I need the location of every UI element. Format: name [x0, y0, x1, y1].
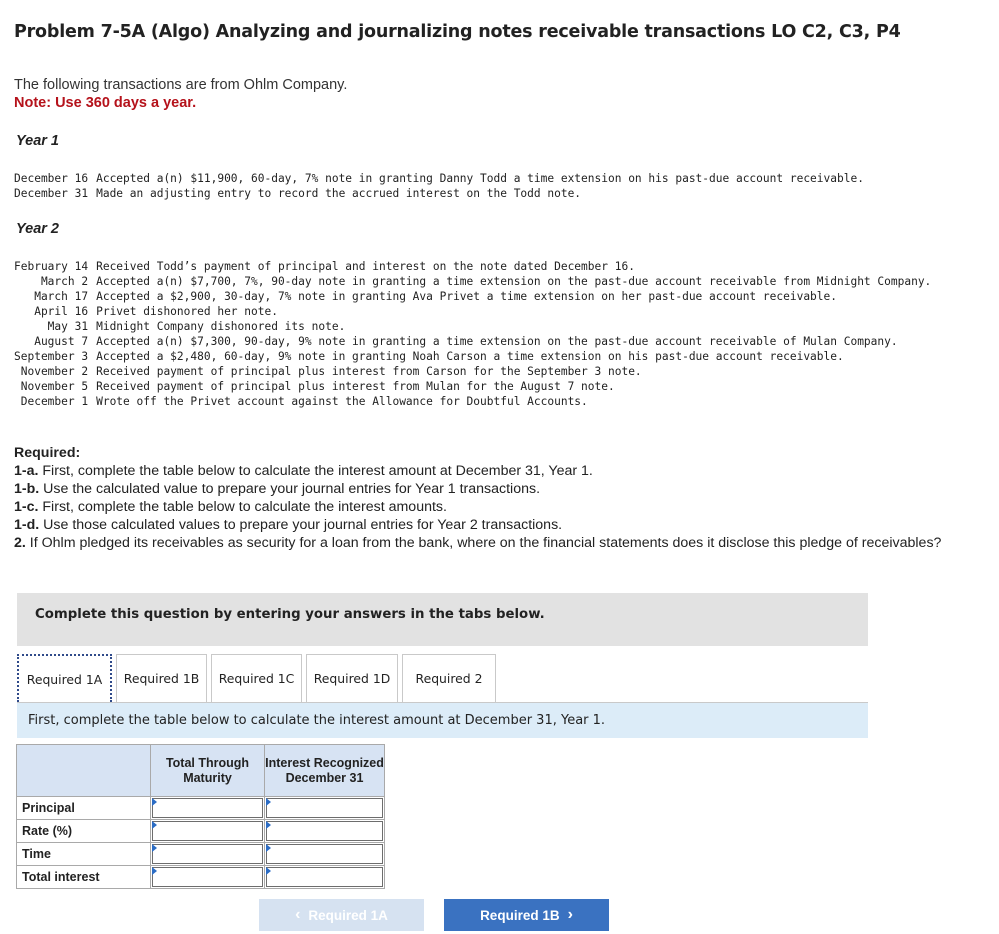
- transaction-date: May 31: [47, 320, 89, 333]
- transaction-row: [14, 379, 956, 394]
- required-section: [14, 444, 974, 552]
- transaction-row: [14, 364, 956, 379]
- tab-required-1d[interactable]: Required 1D: [306, 654, 398, 702]
- input-cell: [151, 797, 265, 820]
- transaction-date: November 2: [20, 365, 89, 378]
- required-item-text: If Ohlm pledged its receivables as security for a loan from the bank, where on the financial statements does it disclose this pledge of receivables?: [25, 535, 942, 551]
- required-item-1d: [14, 516, 974, 534]
- transaction-date: November 5: [20, 380, 89, 393]
- rate-maturity-input[interactable]: [152, 821, 263, 841]
- principal-maturity-input[interactable]: [152, 798, 263, 818]
- transaction-text: Received Todd’s payment of principal and interest on the note dated December 16.: [96, 260, 635, 273]
- total-interest-maturity-input[interactable]: [152, 867, 263, 887]
- column-header-interest-recognized: Interest Recognized December 31: [265, 745, 385, 797]
- time-dec31-input[interactable]: [266, 844, 383, 864]
- question-banner: Complete this question by entering your answers in the tabs below.: [17, 593, 868, 646]
- required-item-text: First, complete the table below to calculate the interest amount at December 31, Year 1.: [38, 463, 593, 479]
- transaction-row: [14, 274, 956, 289]
- required-item-text: Use the calculated value to prepare your journal entries for Year 1 transactions.: [39, 481, 541, 497]
- year-2-transactions: [14, 259, 956, 409]
- transaction-row: [14, 171, 956, 186]
- input-cell: [265, 866, 385, 889]
- input-cell: [265, 843, 385, 866]
- required-item-number: 1-c.: [14, 499, 39, 515]
- transaction-row: [14, 186, 956, 201]
- tab-required-1c[interactable]: Required 1C: [211, 654, 302, 702]
- row-label-principal: Principal: [17, 797, 151, 820]
- transaction-text: Accepted a(n) $7,700, 7%, 90-day note in granting a time extension on the past-due account receivable from Midnight Company.: [96, 275, 932, 288]
- page-title: Problem 7-5A (Algo) Analyzing and journalizing notes receivable transactions LO C2, C3, P4: [14, 22, 901, 42]
- transaction-date: February 14: [14, 260, 89, 273]
- input-cell: [265, 797, 385, 820]
- transaction-date: September 3: [14, 350, 89, 363]
- chevron-left-icon: ‹: [295, 906, 301, 923]
- tab-instruction: First, complete the table below to calculate the interest amount at December 31, Year 1.: [17, 703, 868, 738]
- transaction-text: Accepted a $2,900, 30-day, 7% note in granting Ava Privet a time extension on her past-due account receivable.: [96, 290, 837, 303]
- transaction-text: Received payment of principal plus interest from Carson for the September 3 note.: [96, 365, 642, 378]
- principal-dec31-input[interactable]: [266, 798, 383, 818]
- transaction-text: Privet dishonored her note.: [96, 305, 278, 318]
- required-item-text: Use those calculated values to prepare your journal entries for Year 2 transactions.: [39, 517, 563, 533]
- transaction-text: Midnight Company dishonored its note.: [96, 320, 346, 333]
- transaction-row: [14, 304, 956, 319]
- transaction-date: April 16: [34, 305, 89, 318]
- row-label-rate: Rate (%): [17, 820, 151, 843]
- required-item-1a: [14, 462, 974, 480]
- intro-text: The following transactions are from Ohlm Company.: [14, 77, 348, 93]
- transaction-text: Accepted a(n) $11,900, 60-day, 7% note in granting Danny Todd a time extension on his past-due account receivable.: [96, 172, 864, 185]
- transaction-row: [14, 319, 956, 334]
- table-row: [17, 843, 385, 866]
- prev-tab-button[interactable]: [259, 899, 424, 931]
- table-header-row: [17, 745, 385, 797]
- row-label-time: Time: [17, 843, 151, 866]
- year-2-label: Year 2: [16, 221, 59, 237]
- next-tab-button[interactable]: [444, 899, 609, 931]
- time-maturity-input[interactable]: [152, 844, 263, 864]
- next-tab-label: Required 1B: [480, 907, 560, 923]
- transaction-date: August 7: [34, 335, 89, 348]
- row-label-total-interest: Total interest: [17, 866, 151, 889]
- rate-dec31-input[interactable]: [266, 821, 383, 841]
- transaction-row: [14, 334, 956, 349]
- required-item-2: [14, 534, 974, 552]
- transaction-text: Made an adjusting entry to record the accrued interest on the Todd note.: [96, 187, 582, 200]
- transaction-text: Wrote off the Privet account against the Allowance for Doubtful Accounts.: [96, 395, 588, 408]
- transaction-text: Received payment of principal plus interest from Mulan for the August 7 note.: [96, 380, 615, 393]
- year-1-transactions: [14, 171, 956, 201]
- interest-table: [16, 744, 385, 889]
- input-cell: [265, 820, 385, 843]
- note-text: Note: Use 360 days a year.: [14, 95, 197, 111]
- transaction-row: [14, 349, 956, 364]
- required-item-number: 1-b.: [14, 481, 40, 497]
- transaction-date: December 1: [20, 395, 89, 408]
- tab-required-2[interactable]: Required 2: [402, 654, 496, 702]
- tab-required-1b[interactable]: Required 1B: [116, 654, 207, 702]
- required-heading: Required:: [14, 445, 81, 461]
- tab-required-1a[interactable]: Required 1A: [17, 654, 112, 702]
- transaction-date: December 31: [14, 187, 89, 200]
- table-row: [17, 820, 385, 843]
- transaction-date: March 2: [40, 275, 89, 288]
- total-interest-dec31-input[interactable]: [266, 867, 383, 887]
- transaction-text: Accepted a $2,480, 60-day, 9% note in granting Noah Carson a time extension on his past-due account receivable.: [96, 350, 844, 363]
- required-item-number: 2.: [14, 535, 26, 551]
- transaction-text: Accepted a(n) $7,300, 90-day, 9% note in granting a time extension on the past-due account receivable of Mulan Company.: [96, 335, 898, 348]
- table-row: [17, 797, 385, 820]
- column-header-total-through-maturity: Total Through Maturity: [151, 745, 265, 797]
- required-item-1c: [14, 498, 974, 516]
- tab-bar: [17, 654, 500, 702]
- table-row: [17, 866, 385, 889]
- transaction-row: [14, 259, 956, 274]
- transaction-date: March 17: [34, 290, 89, 303]
- transaction-row: [14, 394, 956, 409]
- year-1-label: Year 1: [16, 133, 59, 149]
- input-cell: [151, 820, 265, 843]
- transaction-date: December 16: [14, 172, 89, 185]
- input-cell: [151, 843, 265, 866]
- required-item-number: 1-a.: [14, 463, 39, 479]
- input-cell: [151, 866, 265, 889]
- required-item-1b: [14, 480, 974, 498]
- chevron-right-icon: ›: [567, 906, 573, 923]
- table-header-blank: [17, 745, 151, 797]
- prev-tab-label: Required 1A: [308, 907, 388, 923]
- transaction-row: [14, 289, 956, 304]
- required-item-number: 1-d.: [14, 517, 40, 533]
- required-item-text: First, complete the table below to calculate the interest amounts.: [38, 499, 447, 515]
